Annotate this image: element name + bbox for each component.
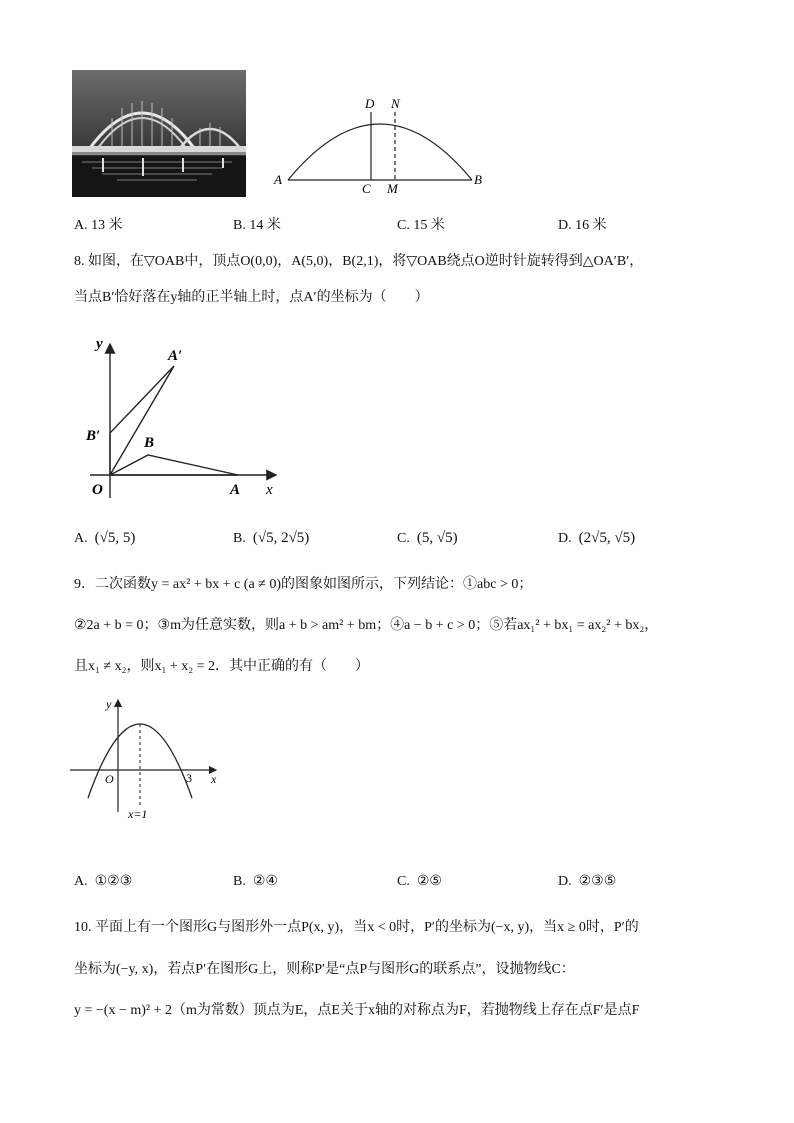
q7-option-d[interactable]: D. 16 米 <box>558 218 607 233</box>
point-A-label: A <box>230 482 241 498</box>
q9-option-d[interactable]: D. ②③⑤ <box>558 874 617 889</box>
label-B: B <box>474 172 482 187</box>
q9-stem-line2: ②2a + b = 0；③m为任意实数，则a + b > am² + bm；④a − b + c > 0；⑤若ax₁² + bx₁ = ax₂² + bx₂， <box>74 618 659 633</box>
q9-stem-line3: 且x₁ ≠ x₂，则x₁ + x₂ = 2．其中正确的有（ ） <box>74 659 369 674</box>
q7-option-b[interactable]: B. 14 米 <box>233 218 281 233</box>
point-B-prime-label: B′ <box>86 428 101 444</box>
q10-stem-line3: y = −(x − m)² + 2（m为常数）顶点为E，点E关于x轴的对称点为F，若抛物线上存在点F′是点F <box>74 1003 640 1018</box>
label-M: M <box>387 181 398 196</box>
q8-rotation-figure <box>80 330 280 505</box>
q9-option-c[interactable]: C. ②⑤ <box>397 874 442 889</box>
q9-axis-y-label: y <box>106 697 112 711</box>
label-A: A <box>274 172 282 187</box>
axis-y-label: y <box>96 336 103 352</box>
parabola-bridge-diagram <box>268 92 494 196</box>
q9-stem-line1: 9．二次函数y = ax² + bx + c (a ≠ 0)的图象如图所示，下列结论：①abc > 0； <box>74 577 533 592</box>
bridge-photo <box>72 70 246 197</box>
q8-option-b[interactable]: B. (√5, 2√5) <box>233 530 310 546</box>
axis-x-label: x <box>266 482 273 498</box>
q7-option-a[interactable]: A. 13 米 <box>74 218 123 233</box>
q9-option-a[interactable]: A. ①②③ <box>74 874 133 889</box>
q9-parabola-figure <box>68 694 228 824</box>
q8-option-d[interactable]: D. (2√5, √5) <box>558 530 636 546</box>
origin-label: O <box>92 482 103 498</box>
point-B-label: B <box>144 435 155 451</box>
q9-origin-label: O <box>105 772 114 786</box>
q9-option-b[interactable]: B. ②④ <box>233 874 278 889</box>
label-D: D <box>365 96 375 111</box>
label-C: C <box>362 181 371 196</box>
q9-symmetry-axis-label: x=1 <box>128 807 148 821</box>
q7-option-c[interactable]: C. 15 米 <box>397 218 445 233</box>
q10-stem-line1: 10. 平面上有一个图形G与图形外一点P(x, y)，当x < 0时，P′的坐标为(−x, y)，当x ≥ 0时，P′的 <box>74 920 639 935</box>
q9-axis-x-label: x <box>211 772 217 786</box>
q10-stem-line2: 坐标为(−y, x)，若点P′在图形G上，则称P′是“点P与图形G的联系点”，设抛物线C： <box>74 962 575 977</box>
label-N: N <box>391 96 400 111</box>
q8-stem-line2: 当点B′恰好落在y轴的正半轴上时，点A′的坐标为（ ） <box>74 290 429 305</box>
q8-stem-line1: 8. 如图，在▽OAB中，顶点O(0,0)，A(5,0)，B(2,1)，将▽OAB绕点O逆时针旋转得到△OA′B′， <box>74 254 644 269</box>
point-A-prime-label: A′ <box>168 348 183 364</box>
q9-root-label: 3 <box>186 771 192 785</box>
q8-option-a[interactable]: A. (√5, 5) <box>74 530 136 546</box>
q8-option-c[interactable]: C. (5, √5) <box>397 530 458 546</box>
